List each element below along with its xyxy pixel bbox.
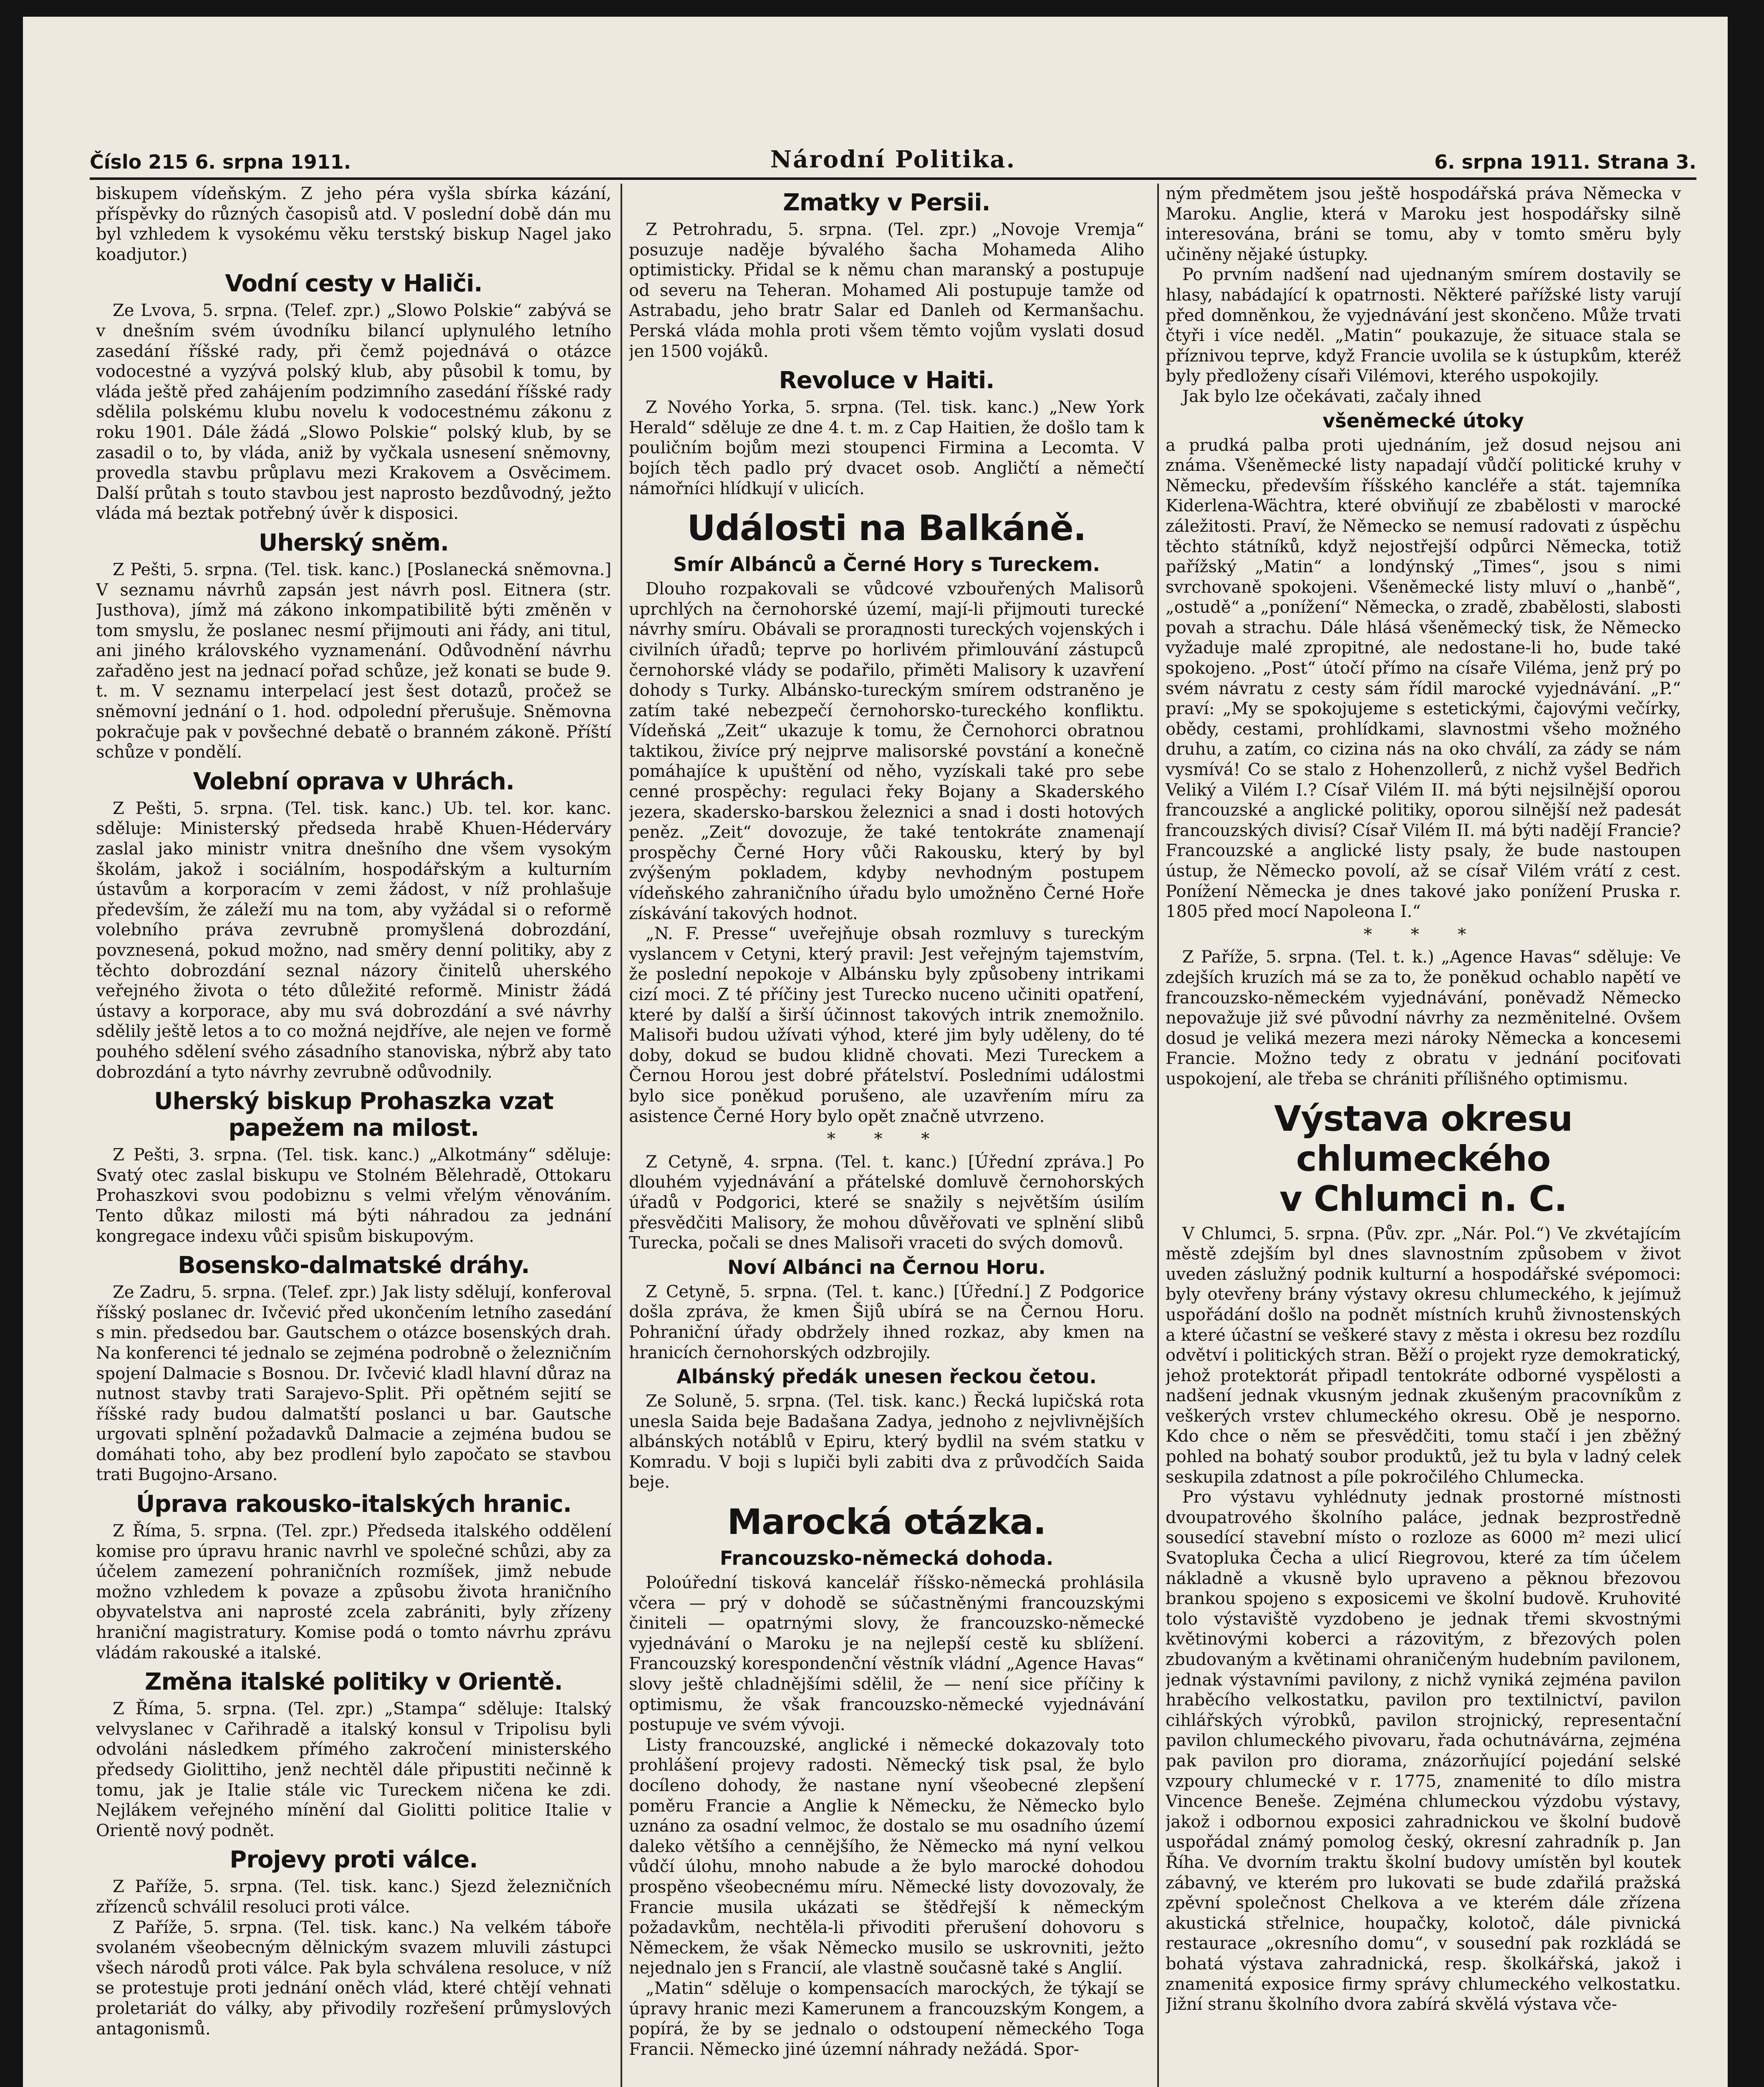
article-headline: [629, 367, 1144, 394]
article-subheadline: [1166, 409, 1681, 432]
article-subheadline: [629, 553, 1144, 576]
article-paragraph: „Matin“ sděluje o kompensacích marockých, že týkají se úpravy hranic mezi Kamerunem a francouzským Kongem, a popírá, že by se jednalo o odstoupení německého Toga Francii. Německo jiné územní náhrady nežádá. Spor-: [629, 1978, 1144, 2059]
article-headline: [629, 189, 1144, 216]
headline-line: v Chlumci n. C.: [1279, 1178, 1567, 1219]
article-paragraph: Z Paříže, 5. srpna. (Tel. t. k.) „Agence Havas“ sděluje: Ve zdejších kruzích má se za to, že poněkud ochablo napětí ve francouzsko-německém vyjednávání, poněvadž Německo nepovažuje již své původní návrhy za nezměnitelné. Ovšem dosud je veliká mezera mezi nároky Německa a koncesemi Francie. Možno tedy z obratu v jednání pociťovati uspokojení, ale třeba se chrániti přílišného optimismu.: [1166, 947, 1681, 1089]
headline-line: Albánský předák unesen řeckou četou.: [676, 1365, 1097, 1388]
article-paragraph: Z Pešti, 5. srpna. (Tel. tisk. kanc.) [Poslanecká sněmovna.] V seznamu návrhů zapsán jest návrh posl. Eitnera (str. Justhova), jímž má zákono inkompatibilitě býti změněn v tom smyslu, že poslanec nesmí přijmouti ani řády, ani titul, ani jiného královského vyznamenání. Odůvodnění návrhu zařaděno jest na jednací pořad schůze, jež konati se bude 9. t. m. V seznamu interpelací jest šest dotazů, pročež se sněmovní jednání o 1. hod. odpolední přerušuje. Sněmovna pokračuje pak v povšechné debatě o branném zákoně. Příští schůze v pondělí.: [96, 560, 611, 762]
article-subheadline: [629, 1256, 1144, 1278]
article-paragraph: biskupem vídeňským. Z jeho péra vyšla sbírka kázání, příspěvky do různých časopisů atd. V poslední době dán mu byl vzhledem k vysokému věku terstský biskup Nagel jako koadjutor.): [96, 184, 611, 264]
article-paragraph: Listy francouzské, anglické i německé dokazovaly toto prohlášení projevy radosti. Německý tisk psal, že bylo docíleno dohody, že nastane nyní všeobecné zlepšení poměru Francie a Anglie k Německu, že Německo bylo uznáno za osadní velmoc, že dostalo se mu osadního území daleko většího a cennějšího, že Německo má nyní velkou vůdčí úlohu, mnoho nabude a že bylo marocké dohodou prospěno všeobecnému míru. Německé listy dovozovaly, že Francie musila ukázati se štědřejší k německým požadavkům, nechtěla-li přivoditi přerušení dohovoru s Německem, že však Německo musilo se uskrovniti, ježto nejednalo jen s Francií, ale vlastně současně také s Anglií.: [629, 1735, 1144, 1978]
column-rule: [1157, 184, 1159, 2087]
article-headline: [629, 508, 1144, 548]
headline-line: Výstava okresu chlumeckého: [1274, 1098, 1573, 1179]
headline-line: Volební oprava v Uhrách.: [193, 768, 515, 795]
article-headline: [96, 1847, 611, 1873]
article-headline: [96, 530, 611, 556]
headline-line: Uherský biskup Prohaszka vzat: [154, 1088, 553, 1115]
article-paragraph: Ze Lvova, 5. srpna. (Telef. zpr.) „Slowo Polskie“ zabývá se v dnešním svém úvodníku bilancí uplynulého letního zasedání říšské rady, při čemž pojednává o otázce vodocestné a vyzývá polský klub, aby působil k tomu, by vláda ještě před zahájením podzimního zasedání říšské rady sdělila polskému klubu novelu k vodocestnému zákonu z roku 1901. Dále žádá „Slowo Polskie“ polský klub, by se zasadil o to, by vláda, aniž by vyčkala usnesení sněmovny, provedla stavbu průplavu mezi Krakovem a Osvěcimem. Další průtah s touto stavbou jest naprosto bezdůvodný, ježto vláda má beztak potřebný úvěr k disposici.: [96, 301, 611, 523]
article-headline: [629, 1502, 1144, 1542]
article-headline: [96, 1491, 611, 1518]
article-paragraph: „N. F. Presse“ uveřejňuje obsah rozmluvy s tureckým vyslancem v Cetyni, který pravil: Jest veřejným tajemstvím, že poslední nepokoje v Albánsku byly způsobeny intrikami cizí moci. Z té příčiny jest Turecko nuceno učiniti opatření, které by další a širší účinnost takových intrik znemožnilo. Malisoři budou užívati výhod, které jim byly uděleny, do té doby, dokud se budou klidně chovati. Mezi Tureckem a Černou Horou jest dobré přátelství. Posledními událostmi bylo sice poněkud porušeno, ale uzavřením míru za asistence Černé Hory bylo opět značně utvrzeno.: [629, 924, 1144, 1126]
article-paragraph: Z Cetyně, 5. srpna. (Tel. t. kanc.) [Úřední.] Z Podgorice došla zpráva, že kmen Šijů ubírá se na Černou Horu. Pohraniční úřady obdržely ihned rozkaz, aby kmen na hranicích černohorských odzbrojily.: [629, 1282, 1144, 1362]
article-headline: [96, 1088, 611, 1142]
issue-info: Číslo 215 6. srpna 1911.: [90, 151, 351, 173]
article-paragraph: Jak bylo lze očekávati, začaly ihned: [1182, 387, 1481, 406]
headline-line: Marocká otázka.: [727, 1501, 1046, 1543]
article-paragraph: Z Pešti, 3. srpna. (Tel. tisk. kanc.) „Alkotmány“ sděluje: Svatý otec zaslal biskupu ve Stolném Bělehradě, Ottokaru Prohaszkovi svou podobiznu s velmi vřelým věnováním. Tento důkaz milosti má býti náhradou za jednání kongregace indexu vůči spisům biskupovým.: [96, 1145, 611, 1246]
article-paragraph: Dlouho rozpakovali se vůdcové vzbouřených Malisorů uprchlých na černohorské území, mají-li přijmouti turecké návrhy smíru. Obávali se prorадnosti tureckých vojenských i civilních úřadů; teprve po horlivém přimlouvání zástupců černohorské vlády se podařilo, přiměti Malisory k uzavření dohody s Turky. Albánsko-tureckým smírem odstraněno je zatím také nebezpečí černohorsko-tureckého konfliktu. Vídeňská „Zeit“ ukazuje k tomu, že Černohorci obratnou taktikou, živíce prý nejprve malisorské povstání a konečně pomáhajíce k upuštění od něho, vyzískali také pro sebe cenné prospěchy: regulaci řeky Bojany a Skaderského jezera, skadersko-barskou železnici a snad i dosti hotových peněz. „Zeit“ dovozuje, že také tentokráte znamenají prospěchy Černé Hory vůči Rakousku, který by byl zvýšeným pokladem, kdyby nevhodným postupem vídeňského zahraničního úřadu bylo umožněno Černé Hoře získávání takových hodnot.: [629, 579, 1144, 923]
column-2: [629, 184, 1144, 2087]
article-paragraph: Z Petrohradu, 5. srpna. (Tel. zpr.) „Novoje Vremja“ posuzuje naděje bývalého šacha Mohameda Aliho optimisticky. Přidal se k němu chan maranský a postupuje od severu na Teheran. Mohamed Ali postupuje tamže od Astrabadu, jeho bratr Salar ed Danleh od Kermanšachu. Perská vláda mohla proti všem těmto vojům vyslati dosud jen 1500 vojáků.: [629, 220, 1144, 361]
article-headline: [1166, 1099, 1681, 1219]
article-paragraph: Z Říma, 5. srpna. (Tel. zpr.) Předseda italského oddělení komise pro úpravu hranic navrhl ve společné schůzi, aby za účelem zamezení pohraničních rozmíšek, jimž nebude možno vzhledem k povaze a způsobu života hraničního obyvatelstva ani naprosté zcela zabrániti, byly zřízeny hraniční magistratury. Komise podá o tomto návrhu zprávu vládám rakouské a italské.: [96, 1521, 611, 1663]
headline-line: Projevy proti válce.: [230, 1846, 478, 1874]
article-paragraph: Z Říma, 5. srpna. (Tel. zpr.) „Stampa“ sděluje: Italský velvyslanec v Cařihradě a italský konsul v Tripolisu byli odvoláni následkem přímého zakročení ministerského předsedy Giolittiho, jenž nechtěl dále připustiti nečinně k tomu, jak je Italie stále vic Tureckem ničena ke zdi. Nejlákem veřejného mínění dal Giolitti politice Italie v Orientě nový podnět.: [96, 1699, 611, 1840]
article-paragraph: a prudká palba proti ujednáním, jež dosud nejsou ani známa. Všeněmecké listy napadají vůdčí politické kruhy v Německu, především říšského kancléře a stát. tajemníka Kiderlena-Wächtra, které obviňují ze zbabělosti v marocké záležitosti. Praví, že Německo se nemusí radovati z úspěchu těchto státníků, když nejostřejší odpůrci Německa, totiž pařížský „Matin“ a londýnský „Times“, jsou s nimi svrchovaně spokojeni. Všeněmecké listy mluví o „hanbě“, „ostudě“ a „ponížení“ Německa, o zradě, zbabělosti, slabosti povah a strachu. Dále hlásá všeněmecký tisk, že Německo vyžaduje malé zpropitné, ale nedostane-li ho, bude také spokojeno. „Post“ útočí přímo na císaře Viléma, jenž prý po svém návratu z cesty sám řídil marocké vyjednávání. „P.“ praví: „My se spokojujeme s estetickými, čajovými večírky, obědy, cestami, prohlídkami, slavnostmi všeho možného druhu, a zatím, co cizina nás na oko chválí, za zády se nám vysmívá! Co se stalo z Hohenzollerů, z nichž vyšel Bedřich Veliký a Vilém I.? Císař Vilém II. má býti nejsilnější oporou francouzské a anglické politiky, oporou silnější než padesát francouzských divisí? Císař Vilém II. má býti nadějí Francie? Francouzské a anglické listy psaly, že bude nastoupen ústup, že Německo povolí, až se císař Vilém vrátí z cest. Ponížení Německa je dnes takové jako ponížení Pruska r. 1805 před mocí Napoleona I.“: [1166, 435, 1681, 922]
section-separator: * * *: [827, 1129, 946, 1149]
headline-line: papežem na milost.: [228, 1114, 479, 1142]
headline-line: Zmatky v Persii.: [783, 189, 990, 216]
page-header: [90, 131, 1696, 180]
article-headline: [96, 1252, 611, 1279]
article-paragraph: Z Paříže, 5. srpna. (Tel. tisk. kanc.) Sjezd železničních zřízenců schválil resoluci proti válce.: [96, 1877, 611, 1917]
headline-line: Smír Albánců a Černé Hory s Tureckem.: [673, 553, 1100, 576]
newspaper-page: [23, 17, 1728, 2087]
article-paragraph: Poloúřední tisková kancelář říšsko-německá prohlásila včera — prý v dohodě se súčastněnými francouzskými činiteli — opatrnými slovy, že francouzsko-německé vyjednávání o Maroku je na nejlepší cestě ku sblížení. Francouzský korespondenční věstník vládní „Agence Havas“ slovy ještě chladnějšími sdělil, že — není sice příčiny k optimismu, že však francouzsko-německé vyjednávání postupuje ve svém vývoji.: [629, 1573, 1144, 1735]
column-rule: [621, 184, 622, 2087]
headline-line: Francouzsko-německá dohoda.: [719, 1547, 1054, 1570]
article-subheadline: [629, 1547, 1144, 1569]
article-paragraph: Z Paříže, 5. srpna. (Tel. tisk. kanc.) Na velkém táboře svolaném všeobecným dělnickým svazem mluvili zástupci všech národů proti válce. Pak byla schválena resoluce, v níž se protestuje proti jednání oněch vlád, které chtějí vehnati proletariát do války, aby přivodily rozřešení průmyslových antagonismů.: [96, 1918, 611, 2039]
section-separator: * * *: [1363, 925, 1483, 944]
headline-line: Noví Albánci na Černou Horu.: [727, 1256, 1046, 1278]
headline-line: Bosensko-dalmatské dráhy.: [178, 1252, 530, 1279]
article-subheadline: [629, 1365, 1144, 1388]
article-paragraph: Z Pešti, 5. srpna. (Tel. tisk. kanc.) Ub. tel. kor. kanc. sděluje: Ministerský předseda hrabě Khuen-Héderváry zaslal jako ministr vnitra dnešního dne všem vysokým školám, jakož i sociálním, hospodářským a kulturním ústavům a korporacím v zemi žádost, v níž prohlašuje především, že záleží mu na tom, aby vyžádal si o reformě volebního práva zevrubně promyšlená dobrozdání, povznesená, pokud možno, nad směry denní politiky, aby z těchto dobrozdání seznal názory činitelů uherského veřejného života o této důležité reformě. Ministr žádá ústavy a korporace, aby mu svá dobrozdání a své návrhy sdělily ještě letos a to co možná nejdříve, ale nejen ve formě pouhého sdělení svého zásadního stanoviska, nýbrž aby tato dobrozdání a tyto návrhy zevrubně odůvodnily.: [96, 798, 611, 1082]
article-headline: [96, 768, 611, 795]
masthead: Národní Politika.: [770, 146, 1016, 173]
headline-line: Úprava rakousko-italských hranic.: [136, 1491, 572, 1518]
article-paragraph: Ze Zadru, 5. srpna. (Telef. zpr.) Jak listy sdělují, konferoval říšský poslanec dr. Ivčević před ukončením letního zasedání s min. předsedou bar. Gautschem o otázce bosenských drah. Na konferenci té jednalo se zejména podrobně o železničním spojení Dalmacie s Bosnou. Dr. Ivčević kladl hlavní důraz na nutnost stavby trati Sarajevo-Split. Při opětném sejití se říšské rady budou dalmatští poslanci u bar. Gautsche urgovati splnění požadavků Dalmacie a zejména budou se domáhati toho, aby bez prodlení bylo započato se stavbou trati Bugojno-Arsano.: [96, 1283, 611, 1485]
article-paragraph: V Chlumci, 5. srpna. (Pův. zpr. „Nár. Pol.“) Ve zkvétajícím městě zdejším byl dnes slavnostním způsobem v život uveden záslužný podnik kulturní a hospodářské svépomoci: byly otevřeny brány výstavy okresu chlumeckého, k jejímuž uspořádání došlo na podnět místních kruhů živnostenských a které účastní se veškeré stavy z města i okresu bez rozdílu odvětví i politických stran. Běží o projekt ryze demokratický, jehož protektorát připadl tentokráte odborné vyspělosti a nadšení jednak vkusným jednak zkušeným pracovníkům z veškerých vrstev chlumeckého okresu. Obě je nesporno. Kdo chce o něm se přesvědčiti, tomu stačí i jen zběžný pohled na bohatý soubor produktů, jež tu byla v ladný celek seskupila zdatnost a píle pokročilého Chlumecka.: [1166, 1224, 1681, 1487]
article-paragraph: Z Nového Yorka, 5. srpna. (Tel. tisk. kanc.) „New York Herald“ sděluje ze dne 4. t. m. z Cap Haitien, že došlo tam k pouličním bojům mezi stoupenci Firmina a Lecomta. V bojích těch padlo prý dvacet osob. Angličtí a němečtí námořníci hlídkují v ulicích.: [629, 398, 1144, 498]
headline-line: Události na Balkáně.: [687, 508, 1086, 549]
column-3: [1166, 184, 1681, 2087]
headline-line: všeněmecké útoky: [1322, 409, 1524, 432]
article-headline: [96, 1669, 611, 1695]
article-paragraph: Po prvním nadšení nad ujednaným smírem dostavily se hlasy, nabádající k opatrnosti. Některé pařížské listy varují před domněnkou, že vyjednávání jest skončeno. Může trvati čtyři i více neděl. „Matin“ poukazuje, že situace stala se příznivou teprve, když Francie uvolila se k ústupkům, kteréž byly předloženy císaři Vilémovi, kterého uspokojily.: [1166, 265, 1681, 386]
page-info: 6. srpna 1911. Strana 3.: [1434, 151, 1696, 173]
article-headline: [96, 270, 611, 297]
headline-line: Uherský sněm.: [258, 529, 449, 556]
article-paragraph: Z Cetyně, 4. srpna. (Tel. t. kanc.) [Úřední zpráva.] Po dlouhém vyjednávání a přátelské domluvě černohorských úřadů v Podgorici, které se snažily s největším úsilím přesvědčiti Malisory, že mohou důvěřovati ve splnění slibů Turecka, počali se dnes Malisoři vraceti do svých domovů.: [629, 1152, 1144, 1253]
article-paragraph: Pro výstavu vyhlédnuty jednak prostorné místnosti dvoupatrového školního paláce, jednak bezprostředně sousedící stavební místo o rozloze as 6000 m² mezi ulicí Svatopluka Čecha a ulicí Riegrovou, které za tím účelem nákladně a vkusně bylo upraveno a pěknou březovou brankou spojeno s exposicemi ve školní budově. Kruhovité tolo výstaviště vyzdobeno je jednak třemi skvostnými květinovými koberci a rázovitým, z březových polen zbudovaným a květinami ohraničeným hudebním pavilonem, jednak výstavními pavilony, z nichž vyniká zejména pavilon hraběcího velkostatku, pavilon pro textilnictví, pavilon cihlářských výrobků, pavilon strojnický, representační pavilon chlumeckého pivovaru, řada ochutnávárna, zejména pak pavilon pro diorama, znázorňující pojedání selské vzpoury chlumecké v r. 1775, znamenité to dílo mistra Vincence Beneše. Zejména chlumeckou výzdobu výstavy, jakož i odbornou exposici zahradnickou ve školní budově uspořádal známý pomolog český, okresní zahradník p. Jan Říha. Ve dvorním traktu školní budovy umístěn byl koutek zábavný, ve kterém pro lukovati se bude zdařilá pražská zpěvní společnost Chelkova a ve kterém dále zřízena akustická střelnice, houpačky, kolotoč, dále pivnická restaurace „okresního domu“, v sousední pak rozkládá se bohatá výstava zahradnická, resp. školkářská, jakož i znamenitá exposice firmy správy chlumeckého velkostatku. Jižní stranu školního dvora zabírá skvělá výstava vče-: [1166, 1488, 1681, 2014]
headline-line: Revoluce v Haiti.: [779, 367, 994, 394]
column-1: [96, 184, 611, 2087]
article-paragraph: ným předmětem jsou ještě hospodářská práva Německa v Maroku. Anglie, která v Maroku jest hospodářsky silně interesována, bráni se tomu, aby v tomto směru byly učiněny nějaké ústupky.: [1166, 184, 1681, 264]
article-paragraph: Ze Soluně, 5. srpna. (Tel. tisk. kanc.) Řecká lupičská rota unesla Saida beje Badašana Zadya, jednoho z nejvlivnějších albánských notáblů v Epiru, který bydlil na svém statku v Komradu. V boji s lupiči byli zabiti dva z průvodčích Saida beje.: [629, 1392, 1144, 1492]
headline-line: Vodní cesty v Haliči.: [225, 270, 482, 298]
headline-line: Změna italské politiky v Orientě.: [144, 1668, 563, 1696]
